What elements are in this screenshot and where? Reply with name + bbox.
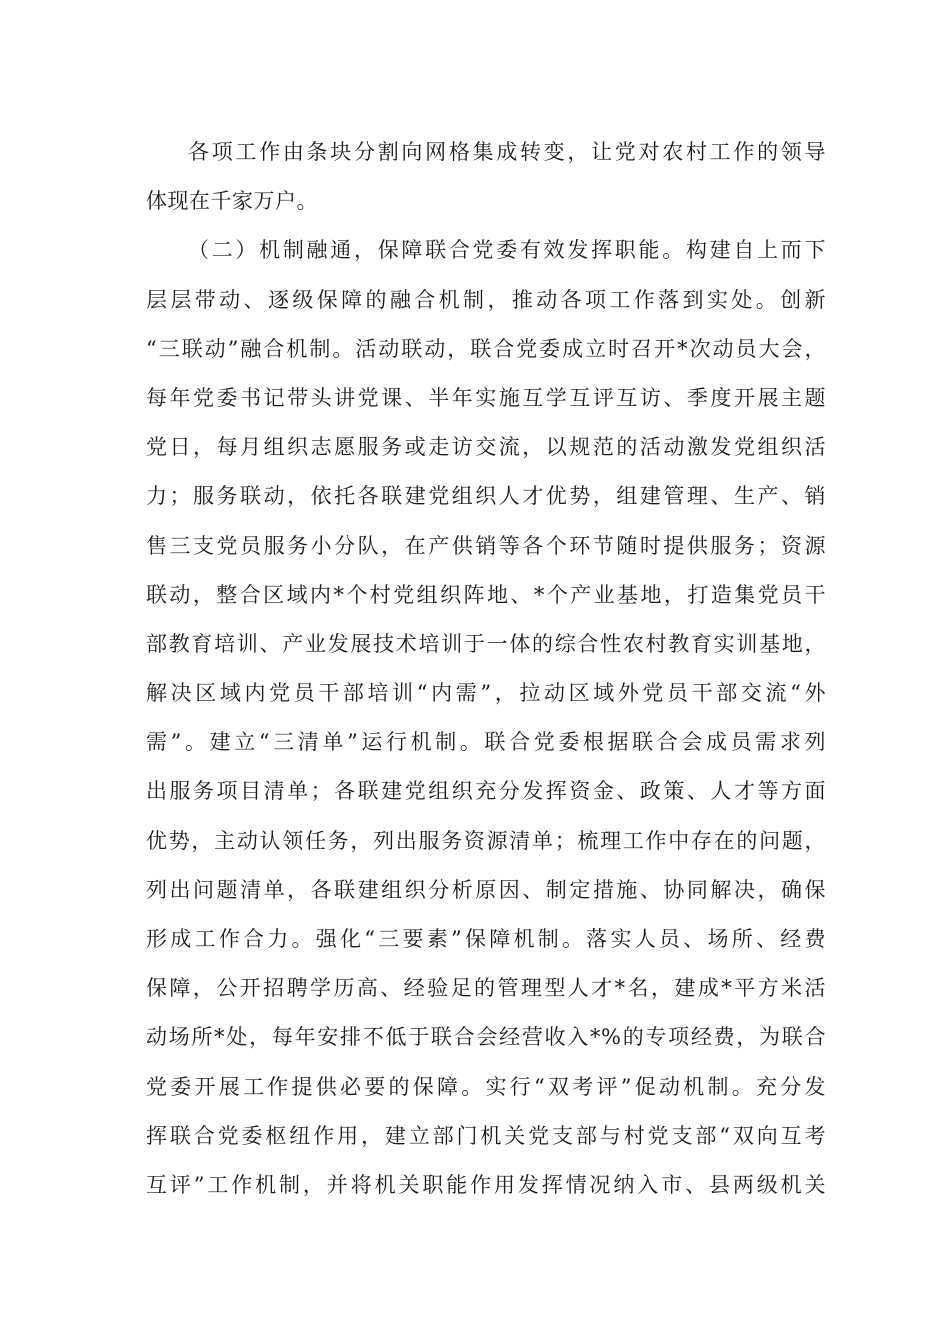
- text-line: 列出问题清单，各联建组织分析原因、制定措施、协同解决，确保: [146, 877, 826, 902]
- text-line: 党日，每月组织志愿服务或走访交流，以规范的活动激发党组织活: [146, 435, 826, 460]
- text-line: 部教育培训、产业发展技术培训于一体的综合性农村教育实训基地，: [146, 631, 826, 656]
- text-line: 层层带动、逐级保障的融合机制，推动各项工作落到实处。创新: [146, 287, 826, 312]
- text-line: 需”。建立“三清单”运行机制。联合党委根据联合会成员需求列: [146, 730, 826, 755]
- text-line: 优势，主动认领任务，列出服务资源清单；梳理工作中存在的问题，: [146, 828, 826, 853]
- text-line: 形成工作合力。强化“三要素”保障机制。落实人员、场所、经费: [146, 927, 826, 951]
- text-line: 挥联合党委枢纽作用，建立部门机关党支部与村党支部“双向互考: [146, 1123, 826, 1148]
- text-line: 出服务项目清单；各联建党组织充分发挥资金、政策、人才等方面: [146, 779, 826, 804]
- text-line: 解决区域内党员干部培训“内需”，拉动区域外党员干部交流“外: [146, 681, 826, 706]
- text-line: 保障，公开招聘学历高、经验足的管理型人才*名，建成*平方米活: [146, 976, 826, 1001]
- text-line: 联动，整合区域内*个村党组织阵地、*个产业基地，打造集党员干: [146, 582, 826, 607]
- text-line: “三联动”融合机制。活动联动，联合党委成立时召开*次动员大会，: [146, 336, 826, 361]
- text-line: 各项工作由条块分割向网格集成转变，让党对农村工作的领导: [188, 140, 826, 164]
- text-line: 动场所*处，每年安排不低于联合会经营收入*%的专项经费，为联合: [146, 1025, 826, 1050]
- text-line: 售三支党员服务小分队，在产供销等各个环节随时提供服务；资源: [146, 533, 826, 558]
- text-line: 力；服务联动，依托各联建党组织人才优势，组建管理、生产、销: [146, 484, 826, 509]
- text-line: 每年党委书记带头讲党课、半年实施互学互评互访、季度开展主题: [146, 385, 826, 410]
- text-line: （二）机制融通，保障联合党委有效发挥职能。构建自上而下: [188, 238, 826, 263]
- text-line: 党委开展工作提供必要的保障。实行“双考评”促动机制。充分发: [146, 1074, 826, 1099]
- body-text: [146, 128, 826, 1210]
- text-line: 体现在千家万户。: [146, 189, 318, 214]
- text-line: 互评”工作机制，并将机关职能作用发挥情况纳入市、县两级机关: [146, 1172, 826, 1197]
